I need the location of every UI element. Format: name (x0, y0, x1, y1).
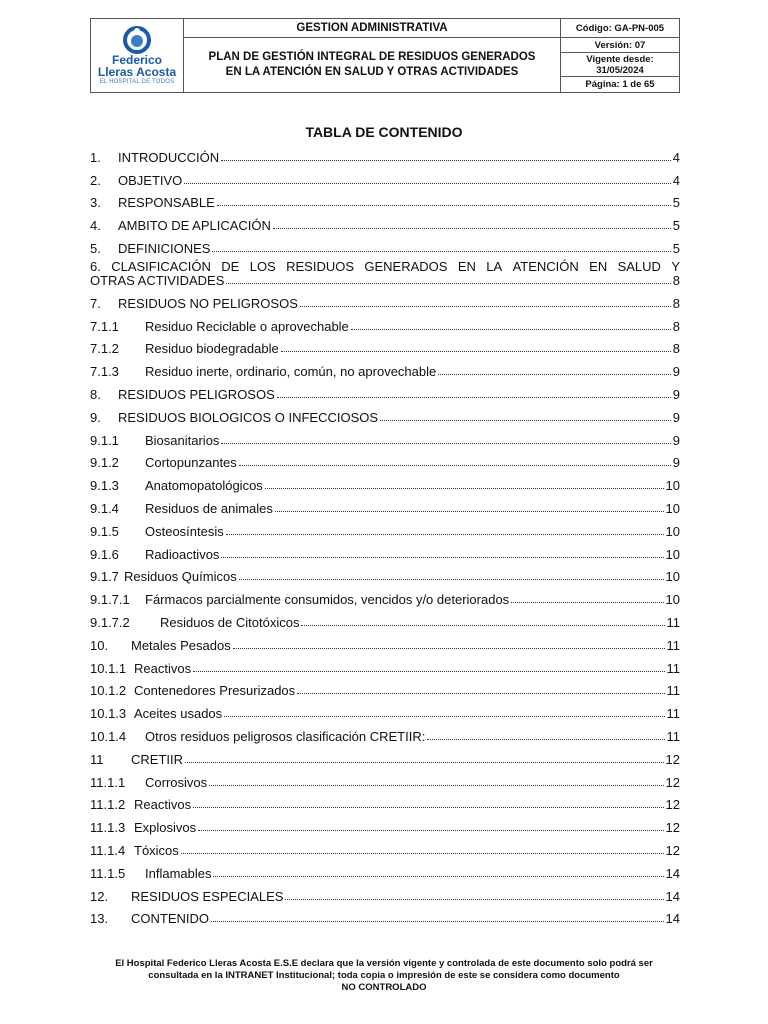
toc-entry[interactable] (90, 790, 680, 813)
toc-entry[interactable] (90, 835, 680, 858)
footer-line2: consultada en la INTRANET Institucional; toda copia o impresión de este se considera como documento (148, 970, 620, 981)
toc-entry-number: 8. (90, 386, 101, 402)
toc-leader-dots (233, 648, 665, 649)
toc-leader-dots (224, 716, 664, 717)
toc-entry-number: 11.1.1 (90, 774, 126, 790)
toc-leader-dots (281, 351, 671, 352)
toc-leader-dots (209, 785, 663, 786)
toc-entry-label: DEFINICIONES (118, 240, 211, 256)
document-header (90, 18, 680, 93)
toc-leader-dots (285, 899, 663, 900)
toc-entry[interactable] (90, 165, 680, 188)
footer-line1: El Hospital Federico Lleras Acosta E.S.E declara que la versión vigente y controlada de este documento solo podrá ser (115, 958, 653, 969)
toc-leader-dots (193, 807, 663, 808)
toc-entry-label: Residuo inerte, ordinario, común, no aprovechable (145, 364, 437, 380)
toc-entry[interactable] (90, 188, 680, 211)
toc-leader-dots (511, 602, 663, 603)
toc-entry[interactable] (90, 744, 680, 767)
toc-entry-number: 4. (90, 218, 101, 234)
toc-entry-page: 12 (665, 797, 680, 813)
toc-entry-number: 11.1.5 (90, 865, 126, 881)
toc-entry-label-word: LA (486, 258, 503, 274)
toc-entry[interactable] (90, 562, 680, 585)
toc-entry-label: Explosivos (134, 820, 197, 836)
document-plan-title (184, 38, 561, 93)
toc-entry-page: 11 (666, 660, 680, 676)
toc-entry-label: Corrosivos (145, 774, 208, 790)
toc-entry-page: 10 (665, 500, 680, 516)
toc-entry-number: 11.1.3 (90, 820, 126, 836)
table-of-contents (90, 142, 680, 926)
toc-entry-page: 14 (665, 888, 680, 904)
toc-leader-dots (265, 488, 664, 489)
toc-entry-label: RESIDUOS PELIGROSOS (118, 386, 275, 402)
toc-entry-number: 12. (90, 888, 109, 904)
toc-entry-number: 10. (90, 637, 109, 653)
toc-entry[interactable] (90, 288, 680, 311)
toc-leader-dots (275, 511, 664, 512)
toc-leader-dots (226, 283, 670, 284)
toc-entry[interactable] (90, 233, 680, 256)
toc-leader-dots (221, 557, 663, 558)
toc-entry[interactable] (90, 812, 680, 835)
toc-entry-label: INTRODUCCIÓN (118, 149, 220, 165)
toc-entry-page: 4 (672, 149, 680, 165)
toc-entry-label: CONTENIDO (131, 911, 209, 927)
toc-entry-page: 12 (665, 751, 680, 767)
toc-leader-dots (217, 205, 671, 206)
effective-date-label: Vigente desde: (586, 53, 654, 65)
toc-entry[interactable] (90, 256, 680, 288)
toc-entry-page: 4 (672, 172, 680, 188)
toc-entry-label: Residuos de Citotóxicos (160, 614, 300, 630)
toc-entry-page: 5 (672, 240, 680, 256)
toc-entry-page: 10 (665, 478, 680, 494)
toc-leader-dots (351, 329, 671, 330)
toc-entry[interactable] (90, 881, 680, 904)
toc-entry-label: RESIDUOS NO PELIGROSOS (118, 295, 298, 311)
toc-entry[interactable] (90, 516, 680, 539)
toc-entry-number: 11 (90, 751, 104, 767)
toc-leader-dots (239, 465, 671, 466)
toc-entry-page: 12 (665, 820, 680, 836)
hospital-logo (91, 19, 184, 93)
toc-entry-page: 9 (672, 455, 680, 471)
toc-entry-number: 6. (90, 258, 101, 274)
toc-entry[interactable] (90, 858, 680, 881)
department-title: GESTION ADMINISTRATIVA (184, 19, 561, 38)
toc-leader-dots (239, 579, 664, 580)
toc-entry-number: 11.1.4 (90, 842, 126, 858)
toc-entry-number: 10.1.2 (90, 683, 127, 699)
toc-entry[interactable] (90, 904, 680, 927)
toc-leader-dots (297, 693, 664, 694)
toc-entry-number: 9.1.2 (90, 455, 119, 471)
toc-entry-page: 14 (665, 911, 680, 927)
toc-entry-number: 10.1.1 (90, 660, 127, 676)
toc-entry-label: Inflamables (145, 865, 212, 881)
toc-leader-dots (226, 534, 664, 535)
plan-title-line1: PLAN DE GESTIÓN INTEGRAL DE RESIDUOS GENERADOS (208, 51, 536, 63)
document-code: Código: GA-PN-005 (561, 19, 680, 38)
toc-entry-label: Residuo biodegradable (145, 341, 279, 357)
toc-entry-label: RESIDUOS BIOLOGICOS O INFECCIOSOS (118, 409, 379, 425)
toc-entry-label: Residuos de animales (145, 500, 273, 516)
toc-leader-dots (273, 228, 671, 229)
toc-entry-label: OBJETIVO (118, 172, 183, 188)
toc-entry-page: 11 (666, 706, 680, 722)
toc-entry-number: 3. (90, 195, 101, 211)
toc-leader-dots (185, 762, 664, 763)
toc-entry[interactable] (90, 142, 680, 165)
toc-entry-page: 14 (665, 865, 680, 881)
toc-entry-page: 9 (672, 409, 680, 425)
toc-entry-page: 10 (665, 523, 680, 539)
toc-leader-dots (301, 625, 664, 626)
toc-entry[interactable] (90, 653, 680, 676)
toc-entry[interactable] (90, 698, 680, 721)
toc-entry-label: Osteosíntesis (145, 523, 224, 539)
toc-entry[interactable] (90, 210, 680, 233)
toc-entry-number: 11.1.2 (90, 797, 126, 813)
logo-tagline: EL HOSPITAL DE TODOS (99, 78, 175, 85)
toc-leader-dots (438, 374, 671, 375)
toc-entry[interactable] (90, 607, 680, 630)
toc-leader-dots (380, 420, 671, 421)
toc-title: TABLA DE CONTENIDO (305, 124, 463, 140)
toc-entry-number: 5. (90, 240, 101, 256)
document-version: Versión: 07 (561, 38, 680, 53)
toc-entry-label-word: CLASIFICACIÓN (111, 258, 211, 274)
toc-entry-page: 5 (672, 195, 680, 211)
toc-entry-number: 9.1.7.2 (90, 614, 130, 630)
toc-entry-label: Aceites usados (134, 706, 223, 722)
toc-entry-number: 9.1.7.1 (90, 592, 130, 608)
plan-title-line2: EN LA ATENCIÓN EN SALUD Y OTRAS ACTIVIDADES (225, 66, 519, 78)
toc-entry-label: Radioactivos (145, 546, 220, 562)
toc-entry-number: 7.1.1 (90, 318, 119, 334)
toc-leader-dots (181, 853, 664, 854)
toc-leader-dots (198, 830, 663, 831)
toc-entry-label: Biosanitarios (145, 432, 220, 448)
toc-entry-page: 8 (672, 341, 680, 357)
toc-entry[interactable] (90, 379, 680, 402)
toc-entry-label: Reactivos (134, 660, 192, 676)
toc-entry-page: 9 (672, 386, 680, 402)
toc-entry-label: Otros residuos peligrosos clasificación CRETIIR: (145, 728, 426, 744)
toc-leader-dots (277, 397, 671, 398)
toc-entry[interactable] (90, 721, 680, 744)
toc-entry-label-word: EN (457, 258, 476, 274)
toc-entry-number: 9.1.3 (90, 478, 119, 494)
toc-entry-page: 10 (665, 569, 680, 585)
toc-entry-page: 9 (672, 364, 680, 380)
toc-entry-page: 11 (666, 637, 680, 653)
toc-entry-label: RESPONSABLE (118, 195, 215, 211)
toc-entry-label: Tóxicos (134, 842, 179, 858)
toc-entry-number: 9.1.1 (90, 432, 119, 448)
toc-entry[interactable] (90, 767, 680, 790)
toc-entry-label-word: RESIDUOS (286, 258, 355, 274)
toc-entry-label: AMBITO DE APLICACIÓN (118, 218, 271, 234)
toc-entry-page: 9 (672, 432, 680, 448)
toc-entry-label-continued: OTRAS ACTIVIDADES (90, 272, 225, 288)
toc-entry-label-word: SALUD (617, 258, 661, 274)
toc-entry-page: 12 (665, 842, 680, 858)
toc-entry-label-word: DE (221, 258, 240, 274)
toc-entry[interactable] (90, 493, 680, 516)
effective-date (561, 53, 680, 77)
toc-entry[interactable] (90, 676, 680, 699)
document-footer (60, 958, 708, 994)
toc-entry-number: 9.1.6 (90, 546, 119, 562)
page-number: Página: 1 de 65 (561, 77, 680, 93)
toc-leader-dots (213, 876, 663, 877)
toc-entry-number: 7.1.3 (90, 364, 119, 380)
footer-line3: NO CONTROLADO (341, 982, 427, 993)
toc-entry-page: 8 (672, 272, 680, 288)
logo-text-lleras-acosta: Lleras Acosta (97, 64, 177, 79)
toc-entry-number: 7. (90, 295, 101, 311)
toc-entry-page: 8 (672, 295, 680, 311)
logo-text-federico: Federico (111, 52, 162, 67)
toc-entry-number: 1. (90, 149, 101, 165)
toc-entry[interactable] (90, 425, 680, 448)
toc-entry-number: 13. (90, 911, 109, 927)
toc-entry-page: 8 (672, 318, 680, 334)
effective-date-value: 31/05/2024 (596, 64, 644, 76)
toc-leader-dots (221, 443, 670, 444)
toc-entry[interactable] (90, 334, 680, 357)
toc-entry-label: Fármacos parcialmente consumidos, vencidos y/o deteriorados (145, 592, 510, 608)
toc-entry-page: 11 (666, 614, 680, 630)
toc-entry-number: 7.1.2 (90, 341, 119, 357)
logo-emblem-icon (122, 26, 152, 54)
toc-entry-label: Metales Pesados (131, 637, 231, 653)
toc-entry[interactable] (90, 448, 680, 471)
toc-entry-number: 9. (90, 409, 101, 425)
toc-entry-page: 10 (665, 546, 680, 562)
toc-entry-number: 9.1.7 (90, 569, 119, 585)
toc-entry[interactable] (90, 584, 680, 607)
toc-entry[interactable] (90, 402, 680, 425)
toc-entry[interactable] (90, 539, 680, 562)
toc-entry-page: 10 (665, 592, 680, 608)
toc-entry-page: 5 (672, 218, 680, 234)
toc-entry-label: Residuos Químicos (124, 569, 237, 585)
toc-entry-number: 10.1.4 (90, 728, 127, 744)
toc-leader-dots (221, 160, 671, 161)
toc-entry-page: 11 (666, 683, 680, 699)
toc-leader-dots (212, 251, 670, 252)
toc-entry[interactable] (90, 311, 680, 334)
toc-entry-label: CRETIIR (131, 751, 183, 767)
toc-entry[interactable] (90, 630, 680, 653)
toc-entry-label: Contenedores Presurizados (134, 683, 296, 699)
toc-entry[interactable] (90, 470, 680, 493)
toc-leader-dots (193, 671, 664, 672)
toc-entry-label-word: ATENCIÓN (512, 258, 579, 274)
toc-entry-number: 9.1.4 (90, 500, 119, 516)
toc-entry-label: Residuo Reciclable o aprovechable (145, 318, 349, 334)
toc-entry-label: Reactivos (134, 797, 192, 813)
toc-entry-number: 10.1.3 (90, 706, 127, 722)
toc-entry-label: RESIDUOS ESPECIALES (131, 888, 284, 904)
toc-leader-dots (211, 921, 664, 922)
toc-entry-label-word: EN (589, 258, 608, 274)
toc-leader-dots (184, 183, 670, 184)
toc-entry-label-word: LOS (249, 258, 276, 274)
toc-leader-dots (300, 306, 671, 307)
toc-entry[interactable] (90, 356, 680, 379)
toc-entry-page: 12 (665, 774, 680, 790)
toc-entry-label: Anatomopatológicos (145, 478, 263, 494)
toc-entry-label: Cortopunzantes (145, 455, 237, 471)
toc-entry-number: 9.1.5 (90, 523, 119, 539)
toc-entry-label-word: GENERADOS (364, 258, 448, 274)
toc-entry-label-word: Y (671, 258, 680, 274)
toc-entry-page: 11 (666, 728, 680, 744)
toc-entry-number: 2. (90, 172, 101, 188)
toc-leader-dots (427, 739, 664, 740)
